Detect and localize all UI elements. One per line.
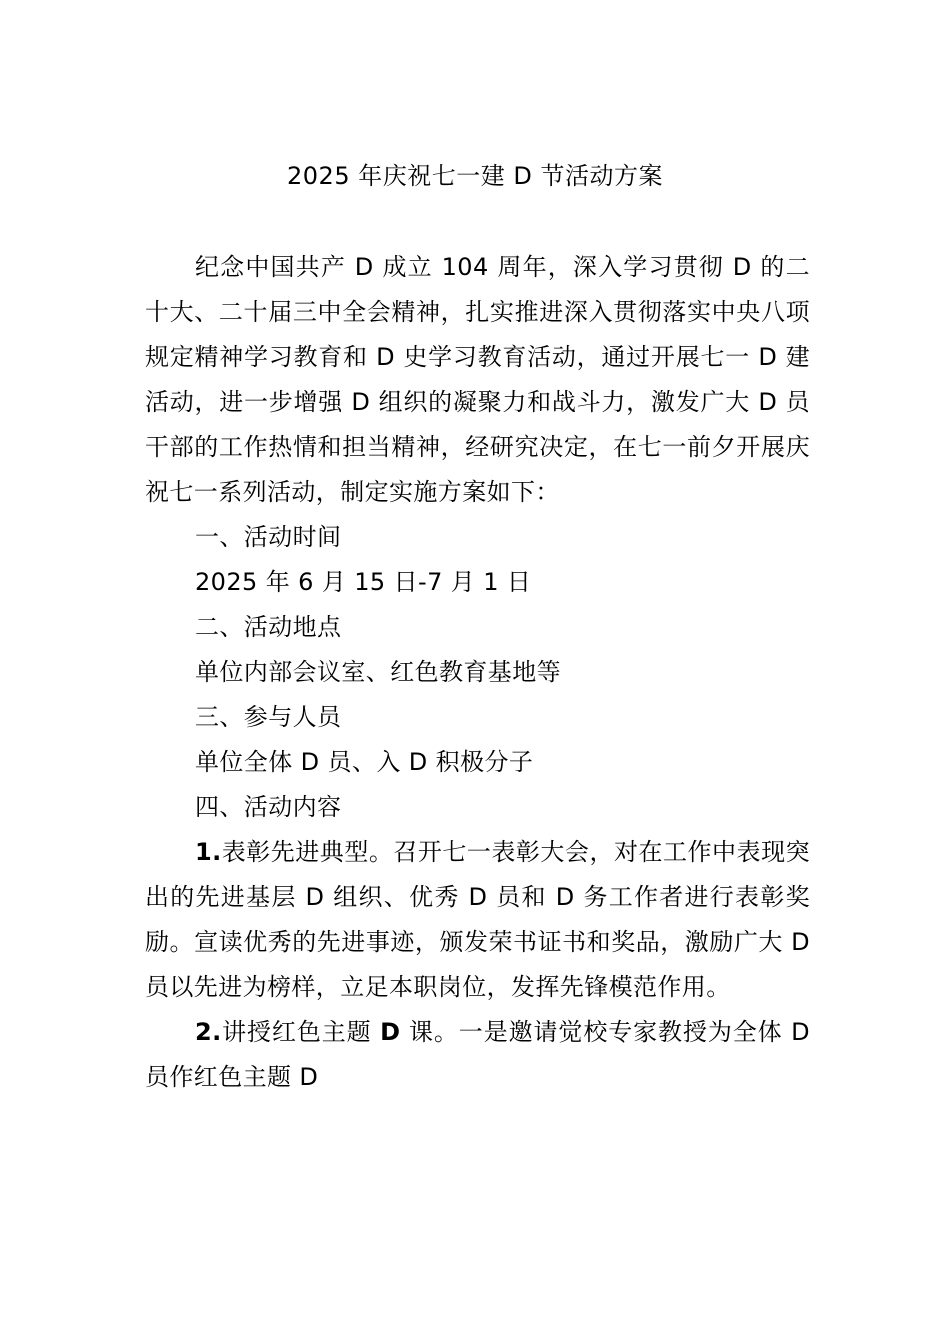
document-body xyxy=(145,245,810,1100)
content-item-1 xyxy=(145,830,810,1010)
section-heading-time: 一、活动时间 xyxy=(195,523,342,551)
section-heading-location: 二、活动地点 xyxy=(195,613,342,641)
item-number: 1. xyxy=(195,838,222,866)
intro-paragraph: 纪念中国共产 D 成立 104 周年，深入学习贯彻 D 的二十大、二十届三中全会精神，扎实推进深入贯彻落实中央八项规定精神学习教育和 D 史学习教育活动，通过开展七一 D 建活动，进一步增强 D 组织的凝聚力和战斗力，激发广大 D 员干部的工作热情和担当精神，经研究决定，在七一前夕开展庆祝七一系列活动，制定实施方案如下： xyxy=(145,253,810,506)
item-number: 2. xyxy=(195,1018,222,1046)
section-heading-participants: 三、参与人员 xyxy=(195,703,342,731)
item-text: 讲授红色主题 xyxy=(221,1018,381,1046)
item-text: 表彰先进典型。召开七一表彰大会，对在工作中表现突出的先进基层 D 组织、优秀 D 员和 D 务工作者进行表彰奖励。宣读优秀的先进事迹，颁发荣书证书和奖品，激励广大 D 员以先进为榜样，立足本职岗位，发挥先锋模范作用。 xyxy=(145,838,810,1001)
item-text-bold: D xyxy=(380,1018,401,1046)
item-text: 课。一是邀请觉校专家教授为全体 D 员作红色主题 D xyxy=(145,1018,810,1091)
section-text-time: 2025 年 6 月 15 日-7 月 1 日 xyxy=(195,568,532,596)
section-text-participants: 单位全体 D 员、入 D 积极分子 xyxy=(195,748,534,776)
section-heading-content: 四、活动内容 xyxy=(195,793,342,821)
content-item-2 xyxy=(145,1010,810,1100)
document-title: 2025 年庆祝七一建 D 节活动方案 xyxy=(287,162,663,190)
section-text-location: 单位内部会议室、红色教育基地等 xyxy=(195,658,561,686)
